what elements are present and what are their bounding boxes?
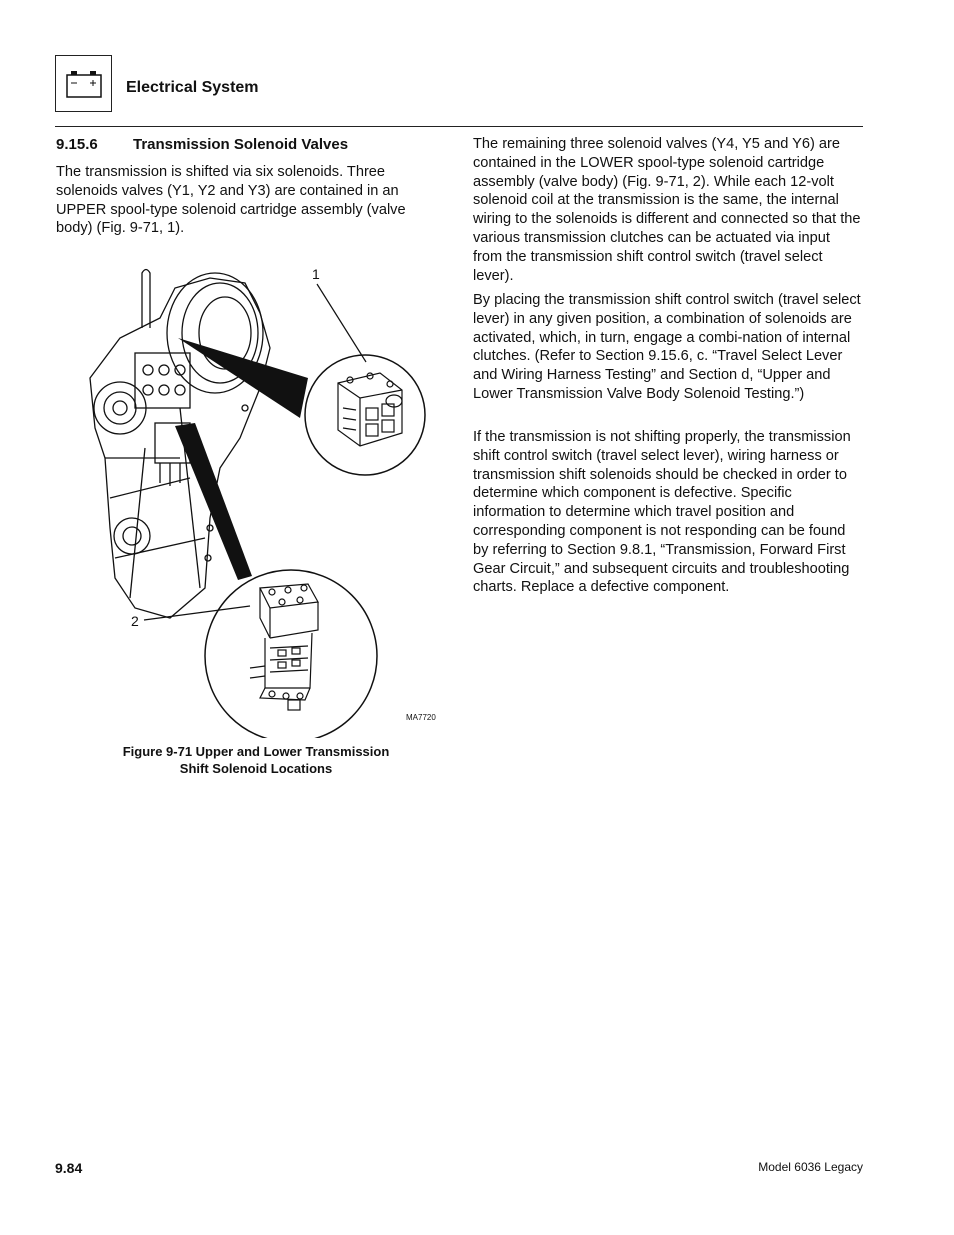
- caption-line-2: Shift Solenoid Locations: [179, 761, 333, 776]
- header-divider: [55, 126, 863, 127]
- battery-icon: [56, 56, 111, 111]
- figure-id: MA7720: [406, 713, 436, 722]
- paragraph-troubleshooting: If the transmission is not shifting properly, the transmission shift control switch (travel select lever), wiring harness or transmission shift solenoids should be checked in order to determine which component is defective. Specific information to determine which travel position and corresponding component is not responding can be found by referring to Section 9.8.1, “Transmission, Forward First Gear Circuit,” and subsequent circuits and troubleshooting charts. Replace a defective component.: [473, 429, 851, 596]
- model-label: Model 6036 Legacy: [758, 1160, 863, 1174]
- chapter-title: Electrical System: [126, 79, 259, 96]
- paragraph-lower-solenoids: The remaining three solenoid valves (Y4, Y5 and Y6) are contained in the LOWER spool-type solenoid cartridge assembly (valve body) (Fig. 9-71, 2). While each 12-volt solenoid coil at the transmission is the same, the internal wiring to the solenoids is different and connected so that the various transmission clutches can be actuated via input from the transmission shift control switch (travel select lever).: [473, 136, 861, 284]
- section-title: Transmission Solenoid Valves: [133, 136, 349, 153]
- transmission-illustration: [60, 258, 450, 738]
- callout-2: 2: [131, 613, 139, 629]
- transmission-figure: [60, 258, 450, 743]
- header-icon-box: [55, 55, 112, 112]
- paragraph-upper-solenoids: The transmission is shifted via six solenoids. Three solenoids valves (Y1, Y2 and Y3) are contained in an UPPER spool-type solenoid cartridge assembly (valve body) (Fig. 9-71, 1).: [56, 164, 406, 237]
- page-number: 9.84: [55, 1160, 83, 1176]
- paragraph-shift-control: By placing the transmission shift control switch (travel select lever) in any given position, a combination of solenoids are activated, which, in turn, engage a combi-nation of internal clutches. (Refer to Section 9.15.6, c. “Travel Select Lever and Wiring Harness Testing” and Section d, “Upper and Lower Transmission Valve Body Solenoid Testing.”): [473, 292, 861, 402]
- figure-caption: [60, 743, 452, 777]
- section-number: 9.15.6: [56, 136, 98, 153]
- section-heading: [56, 136, 348, 153]
- caption-line-1: Figure 9-71 Upper and Lower Transmission: [122, 744, 390, 759]
- callout-1: 1: [312, 266, 320, 282]
